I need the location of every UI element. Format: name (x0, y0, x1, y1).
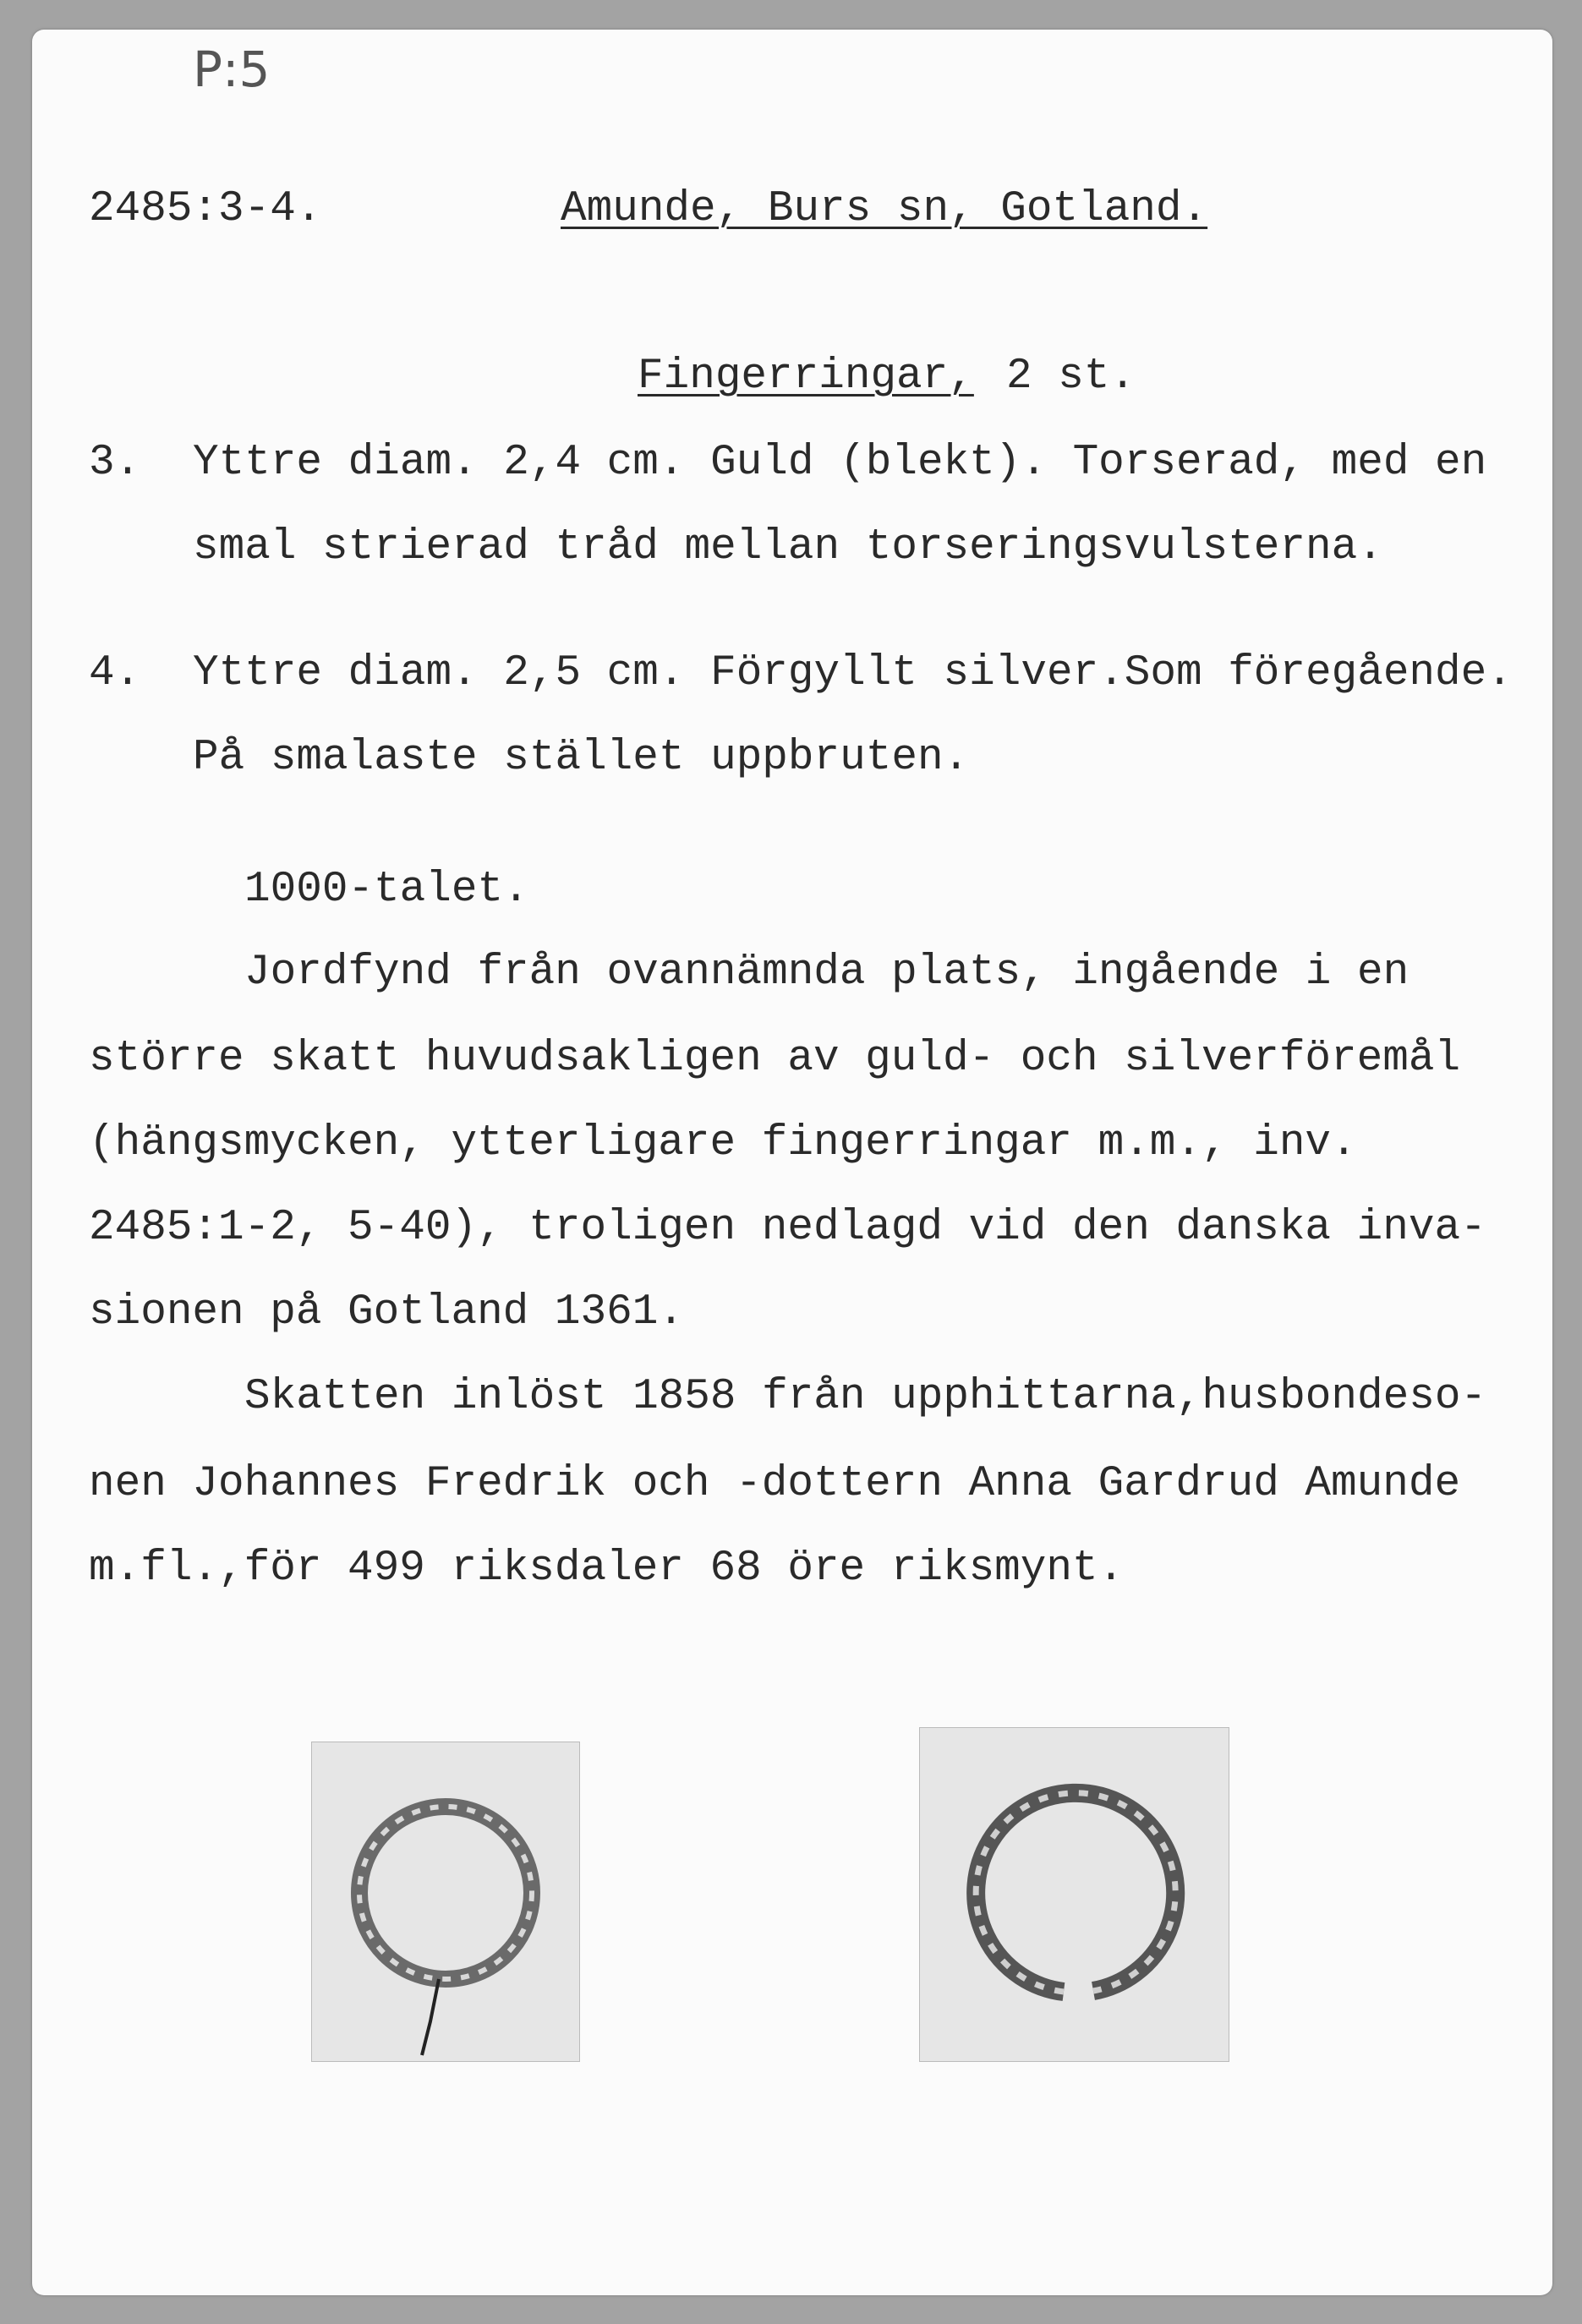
paragraph-line: Jordfynd från ovannämnda plats, ingående i en (244, 949, 1410, 997)
twisted-ring-image (312, 1742, 579, 2061)
paragraph-line: nen Johannes Fredrik och -dottern Anna Gardrud Amunde (89, 1460, 1461, 1508)
paragraph-line: m.fl.,för 499 riksdaler 68 öre riksmynt. (89, 1545, 1125, 1593)
subject-title: Fingerringar, (638, 353, 974, 401)
item-line: Yttre diam. 2,4 cm. Guld (blekt). Torserad, med en (193, 439, 1487, 487)
paragraph-line: sionen på Gotland 1361. (89, 1288, 684, 1337)
item-number: 4. (89, 649, 141, 697)
item-number: 3. (89, 439, 141, 487)
dating: 1000-talet. (244, 866, 529, 914)
paragraph-line: Skatten inlöst 1858 från upphittarna,husbondeso- (244, 1373, 1487, 1421)
paragraph-line: (hängsmycken, ytterligare fingerringar m.m., inv. (89, 1119, 1357, 1167)
item-line: På smalaste stället uppbruten. (193, 734, 970, 782)
ring-photo-4 (919, 1727, 1229, 2062)
item-line: Yttre diam. 2,5 cm. Förgyllt silver.Som föregående. (193, 649, 1513, 697)
inventory-number: 2485:3-4. (89, 185, 322, 233)
subject-count: 2 st. (1006, 353, 1136, 401)
ring-photo-3 (311, 1742, 580, 2062)
twisted-ring-image (920, 1728, 1229, 2061)
paragraph-line: större skatt huvudsakligen av guld- och silverföremål (89, 1035, 1461, 1083)
card-mark: P:5 (193, 41, 271, 98)
paragraph-line: 2485:1-2, 5-40), troligen nedlagd vid den danska inva- (89, 1204, 1486, 1252)
location-heading: Amunde, Burs sn, Gotland. (561, 185, 1208, 233)
item-line: smal strierad tråd mellan torseringsvulsterna. (193, 523, 1383, 571)
